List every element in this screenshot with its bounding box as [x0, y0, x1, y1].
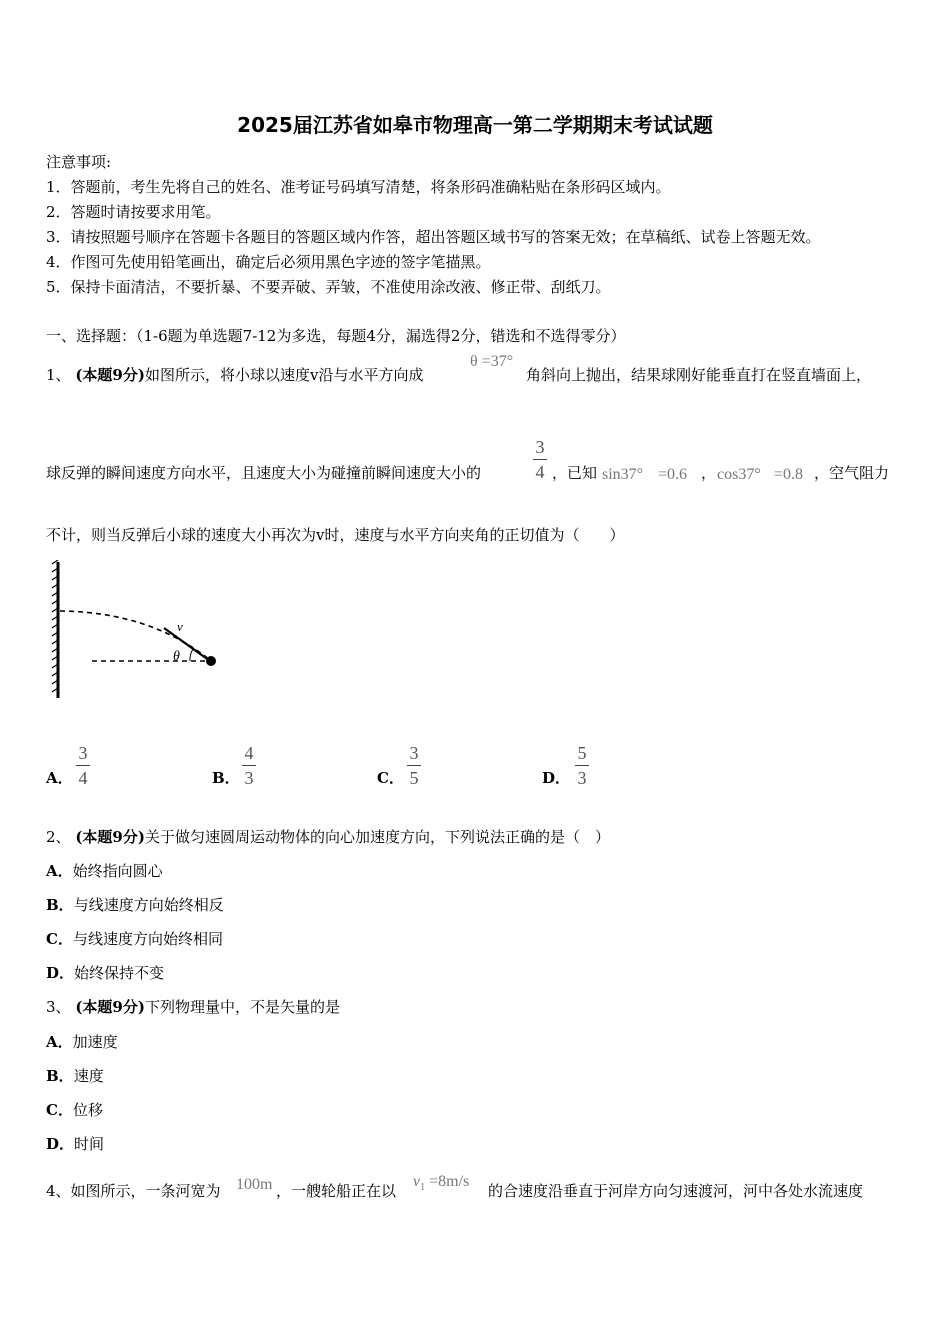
q1-points: (本题9分)	[75, 366, 145, 384]
q4-v-subscript: 1	[420, 1182, 426, 1194]
q4-part-a: 如图所示，一条河宽为	[70, 1182, 221, 1200]
notice-heading: 注意事项:	[46, 153, 112, 171]
q3-option-c-text: 位移	[72, 1101, 103, 1119]
notice-item-2: 2．答题时请按要求用笔。	[46, 203, 221, 221]
q1-option-a-label[interactable]: A．	[46, 769, 73, 787]
q1-number: 1、	[46, 366, 71, 384]
notice-item-3: 3．请按照题号顺序在答题卡各题目的答题区域内作答，超出答题区域书写的答案无效；在草稿纸、试卷上答题无效。	[46, 228, 821, 246]
q1-option-d-num: 5	[577, 743, 587, 763]
q2-option-d-text: 始终保持不变	[74, 964, 165, 982]
q3-number: 3、	[46, 998, 71, 1016]
q3-option-b[interactable]	[46, 1066, 104, 1086]
q1-sin: sin37°	[602, 466, 644, 483]
q1-option-c-label[interactable]: C．	[377, 769, 404, 787]
velocity-arrow	[164, 628, 210, 661]
q2-option-a-label: A．	[46, 862, 73, 880]
q1-comma: ，	[701, 464, 717, 482]
q3-option-d-label: D．	[46, 1135, 75, 1153]
q4-v-symbol: v	[413, 1173, 421, 1190]
q1-sin-value: =0.6	[658, 466, 688, 483]
q1-option-b-bar	[242, 765, 256, 766]
q2-points: (本题9分)	[75, 828, 145, 846]
q1-option-c-num: 3	[409, 743, 419, 763]
q4-river-width: 100m	[236, 1176, 273, 1193]
q2-option-d-label: D．	[46, 964, 75, 982]
q1-option-b-label[interactable]: B．	[212, 769, 240, 787]
q1-option-a-bar	[76, 765, 90, 766]
q2-option-d[interactable]	[46, 963, 164, 983]
q1-option-d-fraction[interactable]	[575, 742, 589, 789]
notice-item-5: 5．保持卡面清洁，不要折暴、不要弄破、弄皱，不准使用涂改液、修正带、刮纸刀。	[46, 278, 611, 296]
q4-text-b: ，一艘轮船正在以	[276, 1182, 397, 1200]
q2-option-b-label: B．	[46, 896, 74, 914]
q1-frac-num: 3	[535, 437, 545, 457]
q1-cos: cos37°	[717, 466, 761, 483]
q3-option-c-label: C．	[46, 1101, 73, 1119]
q3-option-a[interactable]	[46, 1032, 118, 1052]
q1-text-2a: 球反弹的瞬间速度方向水平，且速度大小为碰撞前瞬间速度大小的	[46, 464, 482, 482]
q2-stem	[46, 827, 610, 847]
q1-frac-bar	[533, 459, 547, 460]
q3-option-b-label: B．	[46, 1067, 74, 1085]
q1-text-1a: 如图所示，将小球以速度v沿与水平方向成	[144, 366, 424, 384]
q1-text-3: 不计，则当反弹后小球的速度大小再次为v时，速度与水平方向夹角的正切值为（ ）	[46, 526, 625, 544]
trajectory-dashed	[60, 611, 210, 660]
q1-frac-den: 4	[535, 462, 545, 482]
q3-text: 下列物理量中，不是矢量的是	[144, 998, 340, 1016]
q1-fraction	[533, 436, 547, 483]
q1-text-2c: ，空气阻力	[814, 464, 890, 482]
q3-option-b-text: 速度	[73, 1067, 104, 1085]
fig-v-label: v	[177, 619, 183, 634]
q1-theta: θ =37°	[470, 353, 514, 370]
q1-option-b-fraction[interactable]	[242, 742, 256, 789]
q1-option-b-num: 4	[244, 743, 254, 763]
q1-option-c-den: 5	[409, 768, 419, 788]
q3-option-d[interactable]	[46, 1134, 104, 1154]
q1-option-c-bar	[407, 765, 421, 766]
page-title: 2025届江苏省如皋市物理高一第二学期期末考试试题	[237, 113, 713, 137]
q1-option-a-num: 3	[78, 743, 88, 763]
q1-figure	[40, 560, 240, 705]
q3-stem	[46, 997, 340, 1017]
q4-v-value: =8m/s	[429, 1173, 470, 1190]
q2-option-c-text: 与线速度方向始终相同	[72, 930, 223, 948]
q2-option-a-text: 始终指向圆心	[72, 862, 163, 880]
q1-option-a-den: 4	[78, 768, 88, 788]
q2-number: 2、	[46, 828, 71, 846]
q3-option-a-text: 加速度	[72, 1033, 118, 1051]
q1-line1	[46, 365, 423, 385]
section-heading: 一、选择题：（1-6题为单选题7-12为多选，每题4分，漏选得2分，错选和不选得零分）	[46, 327, 626, 345]
q1-option-c-fraction[interactable]	[407, 742, 421, 789]
q1-text-2b: ，已知	[552, 464, 598, 482]
q1-option-d-label[interactable]: D．	[542, 769, 571, 787]
q4-text-a	[46, 1181, 221, 1201]
q3-points: (本题9分)	[75, 998, 145, 1016]
notice-item-1: 1．答题前，考生先将自己的姓名、准考证号码填写清楚，将条形码准确粘贴在条形码区域内。	[46, 178, 671, 196]
q2-option-a[interactable]	[46, 861, 163, 881]
angle-arc	[190, 649, 193, 661]
q4-text-c: 的合速度沿垂直于河岸方向匀速渡河，河中各处水流速度	[488, 1182, 864, 1200]
q1-option-b-den: 3	[244, 768, 254, 788]
notice-item-4: 4．作图可先使用铅笔画出，确定后必须用黑色字迹的签字笔描黑。	[46, 253, 491, 271]
q2-option-b[interactable]	[46, 895, 224, 915]
q1-option-d-bar	[575, 765, 589, 766]
q2-option-c-label: C．	[46, 930, 73, 948]
q2-option-c[interactable]	[46, 929, 223, 949]
ball	[206, 656, 216, 666]
q1-text-1b: 角斜向上抛出，结果球刚好能垂直打在竖直墙面上，	[526, 366, 872, 384]
q3-option-d-text: 时间	[74, 1135, 105, 1153]
q3-option-a-label: A．	[46, 1033, 73, 1051]
q1-option-d-den: 3	[577, 768, 587, 788]
q2-option-b-text: 与线速度方向始终相反	[73, 896, 224, 914]
q4-velocity	[413, 1172, 469, 1198]
q3-option-c[interactable]	[46, 1100, 103, 1120]
fig-theta-label: θ	[173, 649, 180, 664]
q1-cos-value: =0.8	[774, 466, 804, 483]
q1-option-a-fraction[interactable]	[76, 742, 90, 789]
q4-number: 4、	[46, 1182, 71, 1200]
q2-text: 关于做匀速圆周运动物体的向心加速度方向，下列说法正确的是（ ）	[144, 828, 610, 846]
